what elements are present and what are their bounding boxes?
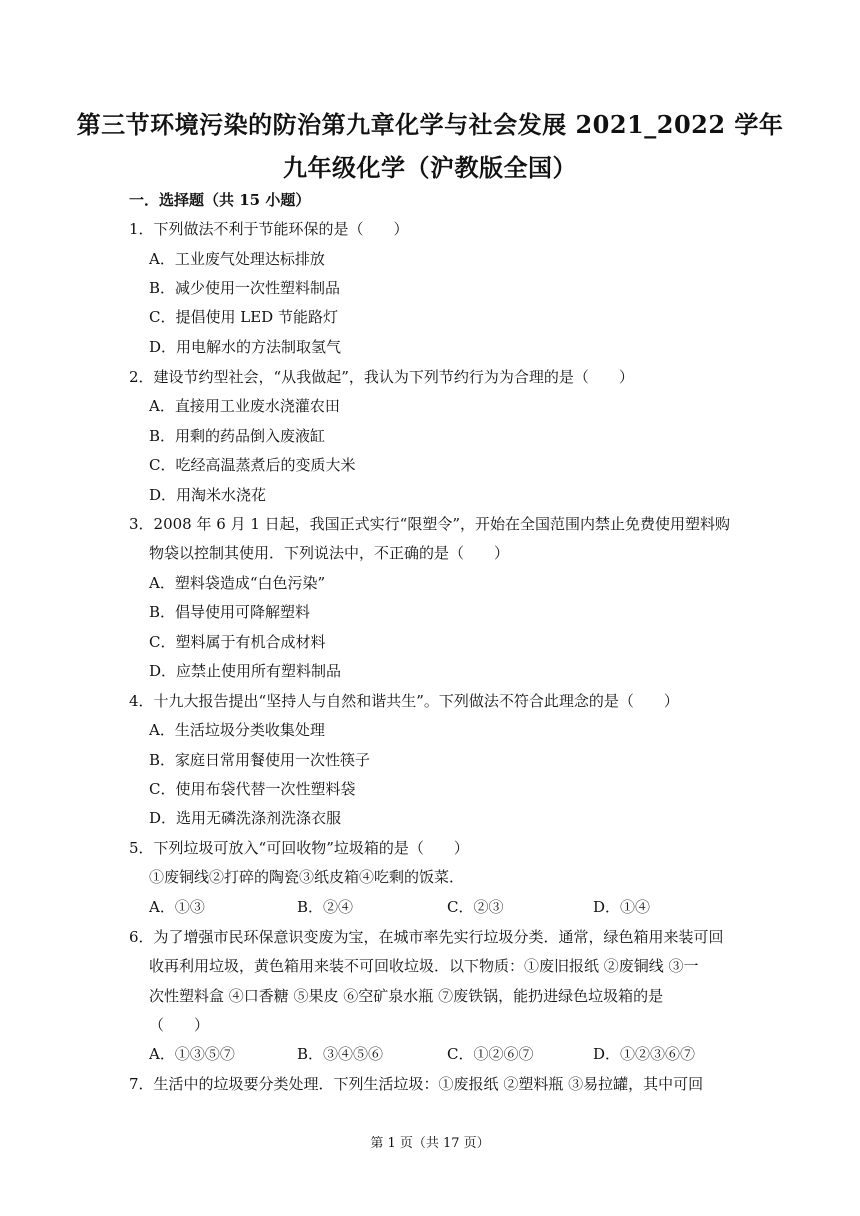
page-footer: 第 1 页（共 17 页） bbox=[370, 1136, 490, 1151]
question-5-items: ①废铜线②打碎的陶瓷③纸皮箱④吃剩的饭菜． bbox=[149, 868, 465, 886]
question-2-stem: 2．建设节约型社会，“从我做起”，我认为下列节约行为为合理的是（ ） bbox=[129, 368, 634, 386]
question-4-stem: 4．十九大报告提出“坚持人与自然和谐共生”。下列做法不符合此理念的是（ ） bbox=[129, 692, 679, 710]
question-6-option-a: A．①③⑤⑦ bbox=[149, 1045, 235, 1063]
question-6-stem-line-4: （ ） bbox=[149, 1016, 210, 1034]
question-3-option-a: A．塑料袋造成“白色污染” bbox=[149, 574, 326, 592]
question-1-option-c: C．提倡使用 LED 节能路灯 bbox=[149, 308, 338, 326]
question-2-option-a: A．直接用工业废水浇灌农田 bbox=[149, 397, 340, 415]
question-6-option-b: B．③④⑤⑥ bbox=[297, 1045, 384, 1063]
question-1-option-a: A．工业废气处理达标排放 bbox=[149, 250, 325, 268]
question-2-option-c: C．吃经高温蒸煮后的变质大米 bbox=[149, 456, 356, 474]
question-4-option-d: D．选用无磷洗涤剂洗涤衣服 bbox=[149, 809, 342, 827]
question-6-stem-line-1: 6．为了增强市民环保意识变废为宝，在城市率先实行垃圾分类．通常，绿色箱用来装可回 bbox=[129, 928, 724, 946]
document-title-line-2: 九年级化学（沪教版全国） bbox=[283, 153, 577, 182]
question-6-option-d: D．①②③⑥⑦ bbox=[593, 1045, 696, 1063]
section-heading: 一．选择题（共 15 小题） bbox=[129, 191, 311, 209]
question-3-option-d: D．应禁止使用所有塑料制品 bbox=[149, 662, 342, 680]
question-5-option-d: D．①④ bbox=[593, 898, 651, 916]
question-2-option-b: B．用剩的药品倒入废液缸 bbox=[149, 427, 326, 445]
document-title-line-1: 第三节环境污染的防治第九章化学与社会发展 2021_2022 学年 bbox=[76, 110, 784, 139]
question-5-stem: 5．下列垃圾可放入“可回收物”垃圾箱的是（ ） bbox=[129, 839, 469, 857]
question-3-option-c: C．塑料属于有机合成材料 bbox=[149, 633, 326, 651]
question-3-stem-line-2: 物袋以控制其使用．下列说法中，不正确的是（ ） bbox=[149, 544, 510, 562]
question-3-option-b: B．倡导使用可降解塑料 bbox=[149, 603, 311, 621]
question-6-stem-line-3: 次性塑料盒 ④口香糖 ⑤果皮 ⑥空矿泉水瓶 ⑦废铁锅，能扔进绿色垃圾箱的是 bbox=[149, 987, 664, 1005]
question-5-option-b: B．②④ bbox=[297, 898, 354, 916]
question-2-option-d: D．用淘米水浇花 bbox=[149, 486, 267, 504]
question-1-option-d: D．用电解水的方法制取氢气 bbox=[149, 338, 342, 356]
question-6-option-c: C．①②⑥⑦ bbox=[447, 1045, 534, 1063]
question-5-option-a: A．①③ bbox=[149, 898, 205, 916]
question-3-stem-line-1: 3．2008 年 6 月 1 日起，我国正式实行“限塑令”，开始在全国范围内禁止免费使用塑料购 bbox=[129, 515, 730, 533]
question-6-stem-line-2: 收再利用垃圾，黄色箱用来装不可回收垃圾．以下物质：①废旧报纸 ②废铜线 ③一 bbox=[149, 957, 699, 975]
question-4-option-c: C．使用布袋代替一次性塑料袋 bbox=[149, 780, 356, 798]
question-1-option-b: B．减少使用一次性塑料制品 bbox=[149, 279, 341, 297]
question-4-option-b: B．家庭日常用餐使用一次性筷子 bbox=[149, 751, 371, 769]
question-7-stem-line-1: 7．生活中的垃圾要分类处理．下列生活垃圾：①废报纸 ②塑料瓶 ③易拉罐，其中可回 bbox=[129, 1075, 704, 1093]
question-5-option-c: C．②③ bbox=[447, 898, 504, 916]
question-4-option-a: A．生活垃圾分类收集处理 bbox=[149, 721, 325, 739]
question-1-stem: 1．下列做法不利于节能环保的是（ ） bbox=[129, 220, 409, 238]
